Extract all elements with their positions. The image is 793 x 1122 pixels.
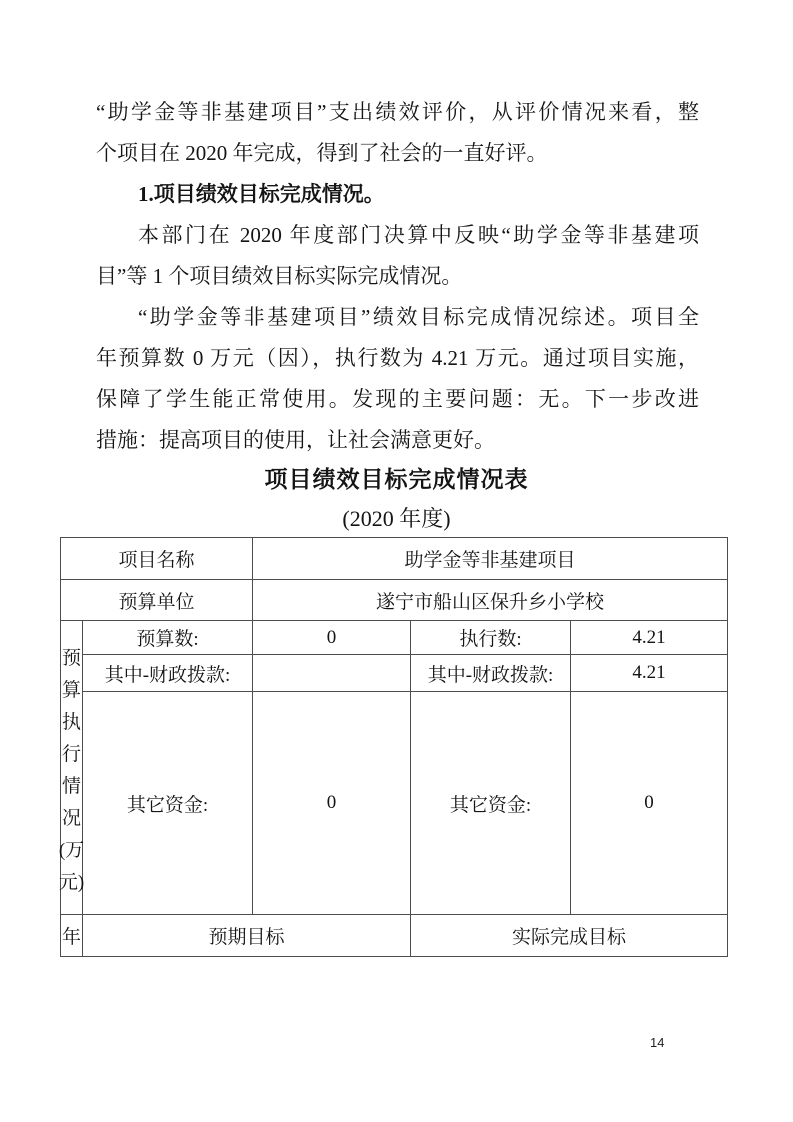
page-number: 14 [650,1035,665,1050]
cell-budget-value: 0 [253,621,411,655]
body-text-line: 保障了学生能正常使用。发现的主要问题：无。下一步改进 [96,387,699,411]
table-row [61,621,728,655]
vertical-header-char: 算 [61,680,81,701]
cell-budget-unit-label: 预算单位 [61,580,253,621]
cell-fiscal-grant-label-execution: 其中-财政拨款: [411,655,571,692]
section-heading: 1.项目绩效目标完成情况。 [138,182,385,206]
cell-other-funds-value-execution: 0 [571,692,728,915]
body-text-line: 措施：提高项目的使用，让社会满意更好。 [96,428,495,452]
cell-actual-goal-header: 实际完成目标 [411,915,728,957]
cell-budget-unit-value: 遂宁市船山区保升乡小学校 [253,580,728,621]
table-row [61,692,728,915]
body-text-line: 本部门在 2020 年度部门决算中反映“助学金等非基建项 [138,223,699,247]
vertical-header-char: 执 [61,712,81,733]
table-row [61,655,728,692]
vertical-header-char: 元) [58,872,85,893]
cell-other-funds-label-execution: 其它资金: [411,692,571,915]
cell-other-funds-label-budget: 其它资金: [83,692,253,915]
cell-project-name-value: 助学金等非基建项目 [253,538,728,580]
cell-year-label: 年 [61,915,83,957]
cell-fiscal-grant-value-budget [253,655,411,692]
table-row [61,538,728,580]
vertical-header-char: 情 [61,776,81,797]
table-title: 项目绩效目标完成情况表 [264,467,529,492]
cell-execution-value: 4.21 [571,621,728,655]
vertical-header-char: 况 [61,808,81,829]
body-text-line: 个项目在 2020 年完成，得到了社会的一直好评。 [96,141,548,165]
cell-execution-label: 执行数: [411,621,571,655]
body-text-line: 年预算数 0 万元（因），执行数为 4.21 万元。通过项目实施， [96,346,699,370]
cell-fiscal-grant-label-budget: 其中-财政拨款: [83,655,253,692]
cell-budget-label: 预算数: [83,621,253,655]
performance-table [60,537,728,957]
body-text-line: “助学金等非基建项目”支出绩效评价，从评价情况来看，整 [96,100,699,124]
table-row [61,580,728,621]
table-row [61,915,728,957]
vertical-header-char: 预 [61,648,81,669]
body-text-block [96,92,699,461]
table-subtitle: (2020 年度) [342,506,451,531]
vertical-header-text [58,642,85,893]
cell-other-funds-value-budget: 0 [253,692,411,915]
body-text-line: 目”等 1 个项目绩效目标实际完成情况。 [96,264,463,288]
cell-project-name-label: 项目名称 [61,538,253,580]
body-text-line: “助学金等非基建项目”绩效目标完成情况综述。项目全 [138,305,699,329]
cell-fiscal-grant-value-execution: 4.21 [571,655,728,692]
vertical-header-char: 行 [61,744,81,765]
cell-expected-goal-header: 预期目标 [83,915,411,957]
vertical-header-char: (万 [58,840,85,861]
cell-side-header-budget-execution [58,621,85,915]
